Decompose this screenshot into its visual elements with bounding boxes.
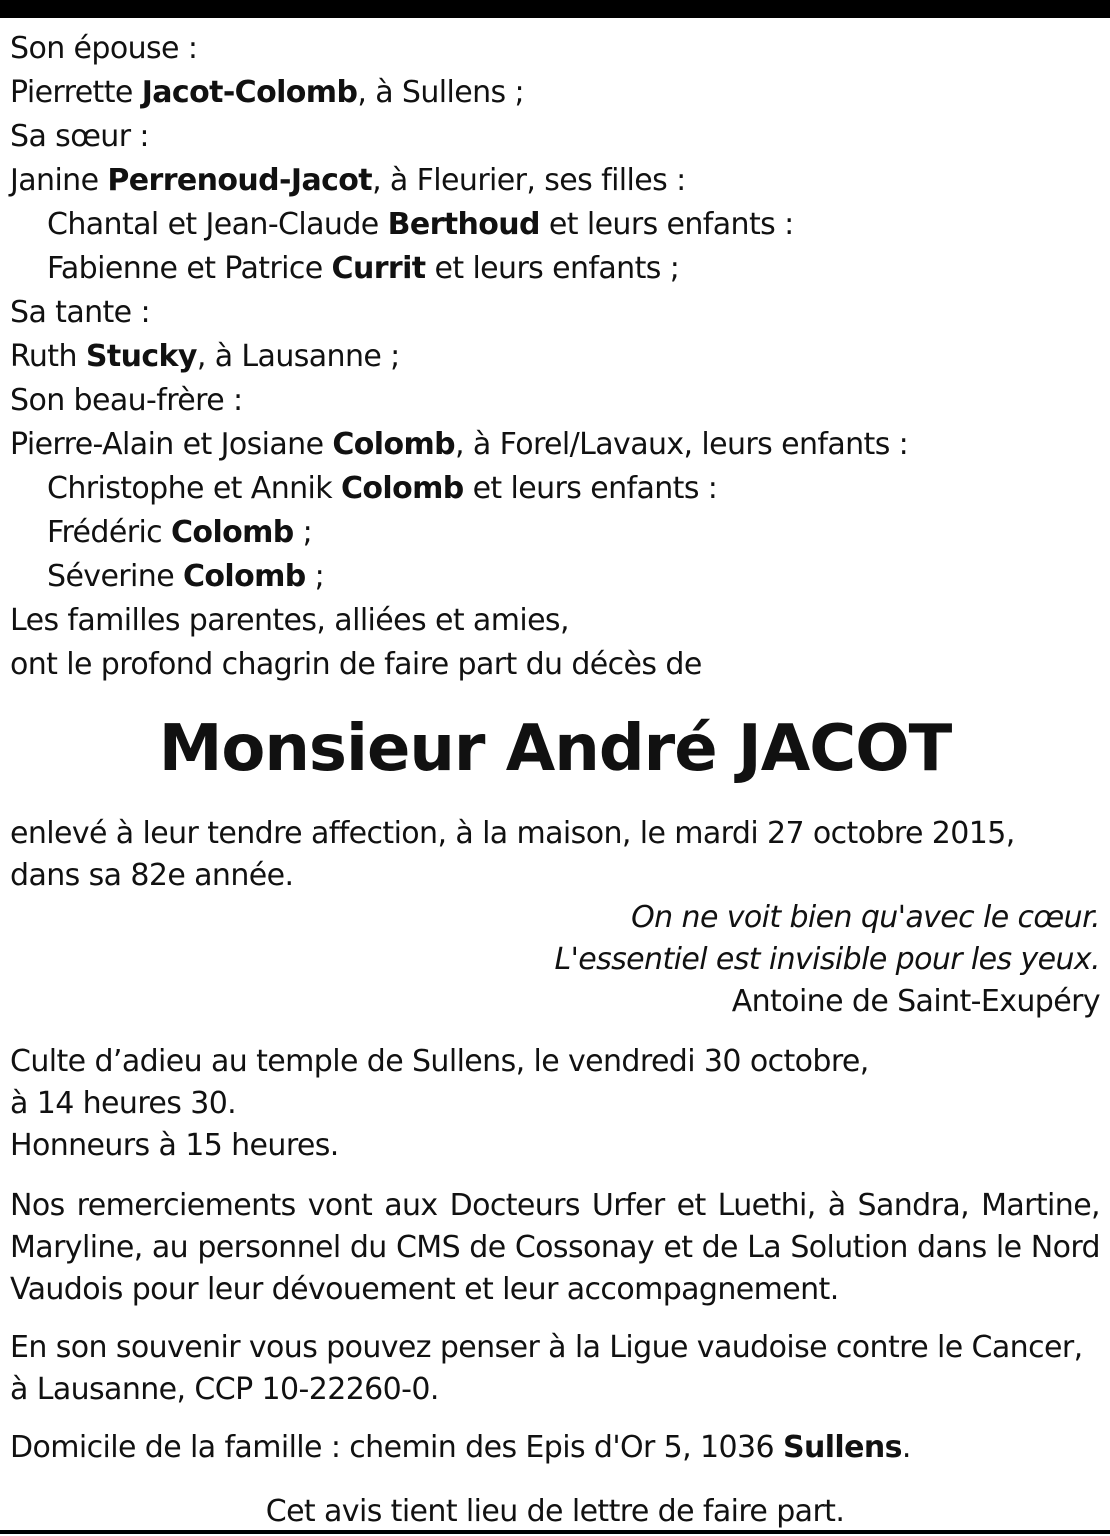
family-line: Frédéric Colomb ; xyxy=(47,515,313,550)
family-line: Pierrette Jacot-Colomb, à Sullens ; xyxy=(10,75,525,110)
service-line: Culte d’adieu au temple de Sullens, le vendredi 30 octobre, xyxy=(10,1044,869,1079)
deceased-name: Monsieur André JACOT xyxy=(158,712,952,786)
family-line: Son beau-frère : xyxy=(10,383,243,418)
closing-line: Cet avis tient lieu de lettre de faire part. xyxy=(265,1494,845,1529)
family-line: Chantal et Jean-Claude Berthoud et leurs enfants : xyxy=(47,207,794,242)
family-line: Fabienne et Patrice Currit et leurs enfants ; xyxy=(47,251,680,286)
bottom-rule xyxy=(0,1530,1110,1534)
death-line: enlevé à leur tendre affection, à la maison, le mardi 27 octobre 2015, xyxy=(10,816,1015,851)
family-line: Pierre-Alain et Josiane Colomb, à Forel/Lavaux, leurs enfants : xyxy=(10,427,909,462)
family-line: Sa tante : xyxy=(10,295,150,330)
donation-paragraph: En son souvenir vous pouvez penser à la Ligue vaudoise contre le Cancer, à Lausanne, CCP 10-22260-0. xyxy=(10,1330,1083,1407)
family-line: Ruth Stucky, à Lausanne ; xyxy=(10,339,400,374)
quote-block xyxy=(10,897,1100,1023)
thanks-paragraph: Nos remerciements vont aux Docteurs Urfer et Luethi, à Sandra, Martine, Maryline, au personnel du CMS de Cossonay et de La Solution dans le Nord Vaudois pour leur dévouement et leur accompagnement. xyxy=(10,1188,1100,1307)
family-line: Sa sœur : xyxy=(10,119,149,154)
service-line: Honneurs à 15 heures. xyxy=(10,1128,339,1163)
service-line: à 14 heures 30. xyxy=(10,1086,237,1121)
family-line: Son épouse : xyxy=(10,31,198,66)
top-rule xyxy=(0,0,1110,18)
obituary-content xyxy=(10,27,1100,1533)
family-list xyxy=(10,27,1100,687)
quote-author: Antoine de Saint-Exupéry xyxy=(731,984,1100,1019)
death-line: dans sa 82e année. xyxy=(10,858,294,893)
family-line: Christophe et Annik Colomb et leurs enfants : xyxy=(47,471,718,506)
service-info xyxy=(10,1041,1100,1167)
family-line: Séverine Colomb ; xyxy=(47,559,325,594)
death-announcement xyxy=(10,813,1100,897)
quote-line: L'essentiel est invisible pour les yeux. xyxy=(554,942,1100,977)
quote-line: On ne voit bien qu'avec le cœur. xyxy=(631,900,1100,935)
family-line: ont le profond chagrin de faire part du décès de xyxy=(10,647,702,682)
domicile-line: Domicile de la famille : chemin des Epis d'Or 5, 1036 Sullens. xyxy=(10,1430,911,1465)
family-line: Janine Perrenoud-Jacot, à Fleurier, ses filles : xyxy=(10,163,686,198)
family-line: Les familles parentes, alliées et amies, xyxy=(10,603,569,638)
